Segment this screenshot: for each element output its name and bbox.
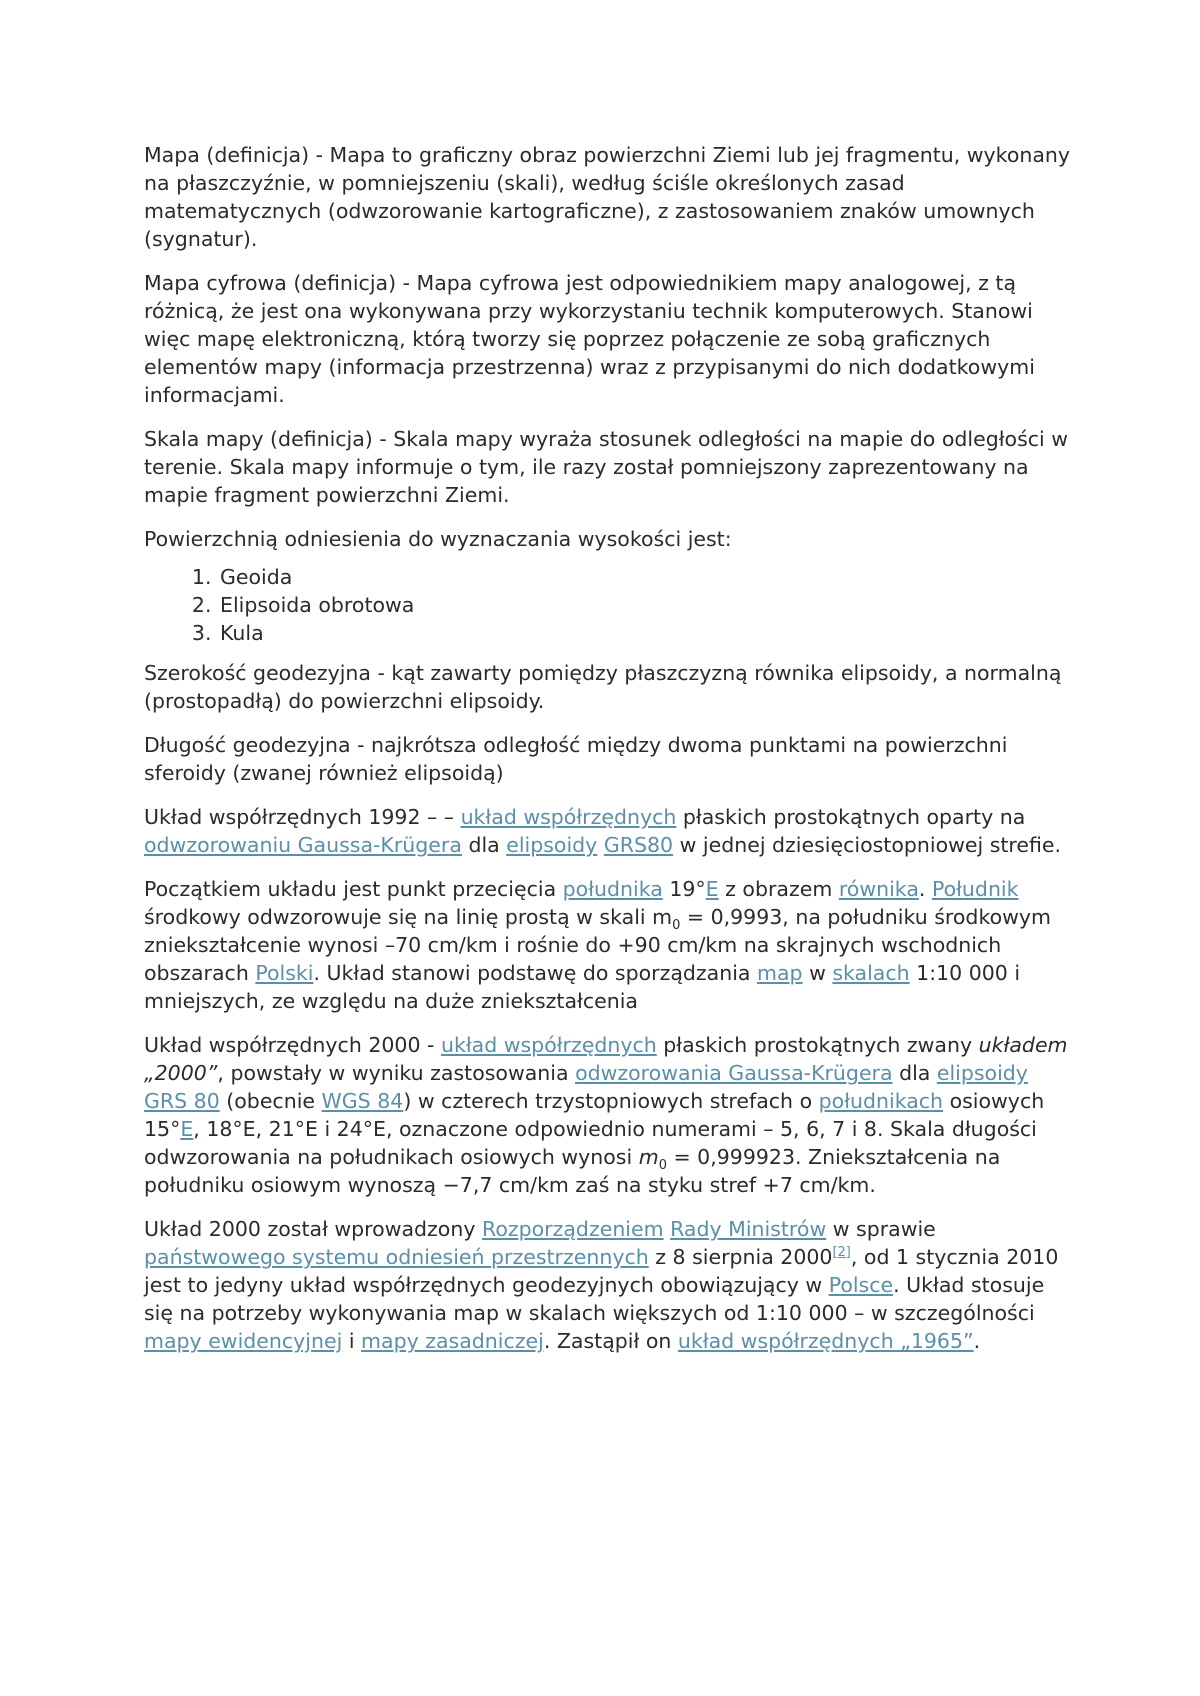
footnote-reference[interactable] <box>832 1245 850 1260</box>
text-span: i <box>342 1329 362 1353</box>
text-span: (obecnie <box>219 1089 322 1113</box>
paragraph-geodetic-length: Długość geodezyjna - najkrótsza odległość między dwoma punktami na powierzchni sferoidy (zwanej również elipsoidą) <box>144 733 1008 785</box>
link-council-of-ministers[interactable]: Rady Ministrów <box>670 1217 827 1241</box>
text-span: w <box>802 961 833 985</box>
subscript-zero: 0 <box>658 1158 667 1174</box>
link-coordinate-system[interactable]: układ współrzędnych <box>460 805 677 829</box>
text-span: , powstały w wyniku zastosowania <box>217 1061 576 1085</box>
reference-surface-list <box>144 563 1074 647</box>
text-span: 19° <box>662 877 706 901</box>
link-meridian[interactable]: południka <box>562 877 663 901</box>
paragraph-map-scale-definition: Skala mapy (definicja) - Skala mapy wyraża stosunek odległości na mapie do odległości w terenie. Skala mapy informuje o tym, ile razy został pomniejszony zaprezentowany na mapie fragment powierzchni Ziemi. <box>144 427 1069 507</box>
link-poland[interactable]: Polsce <box>828 1273 894 1297</box>
list-item: 2. Elipsoida obrotowa <box>218 591 1074 619</box>
link-meridians[interactable]: południkach <box>818 1089 944 1113</box>
link-east[interactable]: E <box>705 877 719 901</box>
text-span: = 0,999923. Zniekształcenia na południku osiowym wynoszą −7,7 cm/km zaś na styku stref +7 cm/km. <box>144 1145 1001 1197</box>
text-span: płaskich prostokątnych zwany <box>656 1033 979 1057</box>
link-east[interactable]: E <box>180 1117 194 1141</box>
text-span: Układ współrzędnych 1992 – – <box>144 805 461 829</box>
paragraph-map-definition: Mapa (definicja) - Mapa to graficzny obraz powierzchni Ziemi lub jej fragmentu, wykonany na płaszczyźnie, w pomniejszeniu (skali), według ściśle określonych zasad matematycznych (odwzorowanie kartograficzne), z zastosowaniem znaków umownych (sygnatur). <box>144 143 1071 251</box>
text-span: dla <box>892 1061 937 1085</box>
text-span: Układ 2000 został wprowadzony <box>144 1217 482 1241</box>
text-span: dla <box>461 833 507 857</box>
text-span: , od 1 stycznia 2010 jest to jedyny układ współrzędnych geodezyjnych obowiązujący w <box>144 1245 1059 1297</box>
paragraph-system-1992-origin <box>144 875 1074 1015</box>
text-span: z obrazem <box>718 877 839 901</box>
link-gauss-kruger-projection[interactable]: odwzorowania Gaussa-Krügera <box>575 1061 893 1085</box>
link-spatial-reference-system[interactable]: państwowego systemu odniesień przestrzennych <box>144 1245 649 1269</box>
link-equator[interactable]: równika <box>838 877 919 901</box>
text-span: = 0,9993, na południku środkowym zniekształcenie wynosi –70 cm/km i rośnie do +90 cm/km na skrajnych wschodnich obszarach <box>144 905 1051 985</box>
text-span: w sprawie <box>826 1217 936 1241</box>
list-item: 1. Geoida <box>218 563 1074 591</box>
link-wgs84[interactable]: WGS 84 <box>321 1089 404 1113</box>
emphasis-system-2000: układem „2000” <box>144 1033 1068 1085</box>
link-system-1965[interactable]: układ współrzędnych „1965” <box>677 1329 974 1353</box>
link-gauss-kruger-projection[interactable]: odwzorowaniu Gaussa-Krügera <box>144 833 462 857</box>
link-grs80[interactable]: GRS 80 <box>144 1089 220 1113</box>
text-span: Początkiem układu jest punkt przecięcia <box>144 877 563 901</box>
link-poland[interactable]: Polski <box>255 961 314 985</box>
text-span: Układ współrzędnych 2000 - <box>144 1033 441 1057</box>
link-maps[interactable]: map <box>757 961 803 985</box>
text-span: ) w czterech trzystopniowych strefach o <box>403 1089 819 1113</box>
paragraph-system-1992 <box>144 803 1074 859</box>
document-page <box>144 141 1074 1371</box>
text-span: w jednej dziesięciostopniowej strefie. <box>673 833 1062 857</box>
text-span: , 18°E, 21°E i 24°E, oznaczone odpowiednio numerami – 5, 6, 7 i 8. Skala długości odwzorowania na południkach osiowych wynosi <box>144 1117 1037 1169</box>
emphasis-m: m <box>638 1145 659 1169</box>
paragraph-geodetic-latitude: Szerokość geodezyjna - kąt zawarty pomiędzy płaszczyzną równika elipsoidy, a normalną (prostopadłą) do powierzchni elipsoidy. <box>144 661 1062 713</box>
link-ellipsoid[interactable]: elipsoidy <box>506 833 598 857</box>
text-span: . <box>973 1329 981 1353</box>
text-span: z 8 sierpnia 2000 <box>648 1245 833 1269</box>
paragraph-system-2000 <box>144 1031 1074 1199</box>
link-cadastral-map[interactable]: mapy ewidencyjnej <box>144 1329 343 1353</box>
link-grs80[interactable]: GRS80 <box>603 833 674 857</box>
link-ellipsoid[interactable]: elipsoidy <box>936 1061 1028 1085</box>
link-base-map[interactable]: mapy zasadniczej <box>361 1329 544 1353</box>
text-span: 1:10 000 i mniejszych, ze względu na duże zniekształcenia <box>144 961 1021 1013</box>
text-span: płaskich prostokątnych oparty na <box>676 805 1026 829</box>
text-span: . Zastąpił on <box>543 1329 678 1353</box>
paragraph-reference-surface: Powierzchnią odniesienia do wyznaczania wysokości jest: <box>144 527 732 551</box>
list-item: 3. Kula <box>218 619 1074 647</box>
link-regulation[interactable]: Rozporządzeniem <box>482 1217 664 1241</box>
link-coordinate-system[interactable]: układ współrzędnych <box>440 1033 657 1057</box>
link-meridian-central[interactable]: Południk <box>931 877 1019 901</box>
text-span: . Układ stosuje się na potrzeby wykonywania map w skalach większych od 1:10 000 – w szczególności <box>144 1273 1045 1325</box>
text-span: . <box>918 877 932 901</box>
text-span: osiowych 15° <box>144 1089 1045 1141</box>
footnote-link[interactable]: [2] <box>832 1245 851 1261</box>
paragraph-digital-map-definition: Mapa cyfrowa (definicja) - Mapa cyfrowa jest odpowiednikiem mapy analogowej, z tą różnicą, że jest ona wykonywana przy wykorzystaniu technik komputerowych. Stanowi więc mapę elektroniczną, którą tworzy się poprzez połączenie ze sobą graficznych elementów mapy (informacja przestrzenna) wraz z przypisanymi do nich dodatkowymi informacjami. <box>144 271 1035 407</box>
link-scales[interactable]: skalach <box>832 961 910 985</box>
paragraph-system-2000-introduction <box>144 1215 1074 1355</box>
text-span: środkowy odwzorowuje się na linię prostą w skali m <box>144 905 673 929</box>
subscript-zero: 0 <box>672 918 681 934</box>
text-span: . Układ stanowi podstawę do sporządzania <box>313 961 757 985</box>
